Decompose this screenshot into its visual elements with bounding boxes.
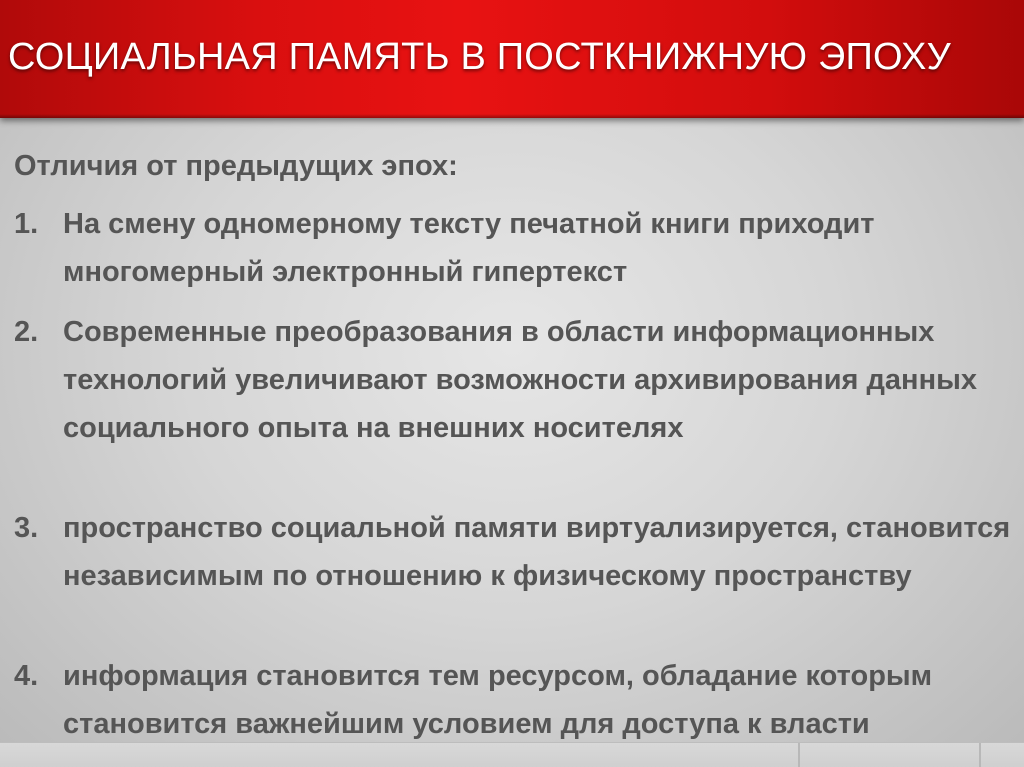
slide-title: СОЦИАЛЬНАЯ ПАМЯТЬ В ПОСТКНИЖНУЮ ЭПОХУ	[8, 36, 951, 78]
intro-text: Отличия от предыдущих эпох:	[14, 150, 458, 182]
list-item-number: 2.	[14, 316, 39, 348]
strip-divider	[798, 743, 800, 767]
list-item-text: информация становится тем ресурсом, обладание которым становится важнейшим условием для доступа к власти	[63, 660, 933, 740]
strip-divider	[979, 743, 981, 767]
list-item-number: 4.	[14, 660, 39, 692]
bottom-strip	[0, 742, 1024, 767]
list-item-text: На смену одномерному тексту печатной книги приходит многомерный электронный гипертекст	[63, 208, 875, 288]
title-bar	[0, 0, 1024, 118]
list-item-number: 1.	[14, 208, 39, 240]
list-item-text: Современные преобразования в области информационных технологий увеличивают возможности архивирования данных социального опыта на внешних носителях	[63, 316, 977, 444]
list-item-number: 3.	[14, 512, 39, 544]
list-item-text: пространство социальной памяти виртуализируется, становится независимым по отношению к физическому пространству	[63, 512, 1011, 592]
